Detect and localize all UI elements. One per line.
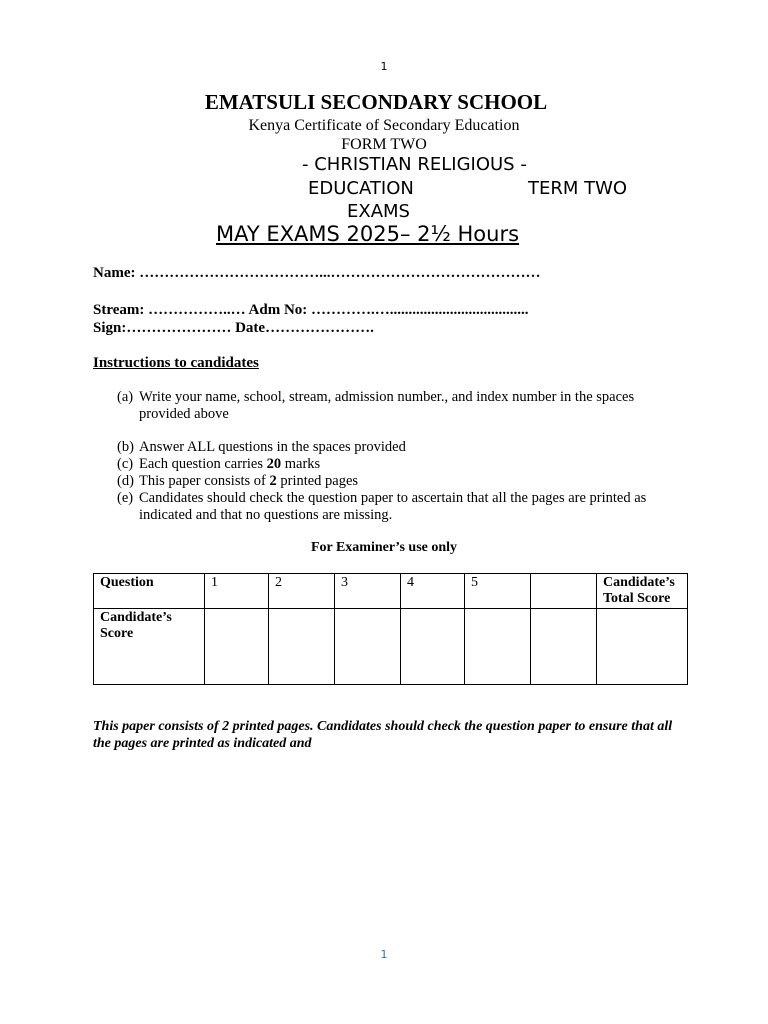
examiner-title: For Examiner’s use only (310, 540, 458, 555)
certificate-title: Kenya Certificate of Secondary Education (248, 117, 520, 134)
question-number-cell: 3 (335, 574, 401, 609)
instruction-text: Write your name, school, stream, admission number., and index number in the spaces provided above (139, 389, 635, 422)
instruction-item (117, 473, 677, 490)
term-label: TERM TWO (528, 178, 628, 199)
table-row (94, 609, 688, 685)
page-number-bottom: 1 (380, 948, 388, 961)
table-row (94, 574, 688, 609)
table-header-cell: Candidate’s Score (94, 609, 205, 685)
instruction-item (117, 456, 677, 473)
score-cell[interactable] (531, 609, 597, 685)
stream-adm-field[interactable]: Stream: ……………..… Adm No: ………….…..................................... (93, 302, 529, 318)
exam-title: MAY EXAMS 2025– 2½ Hours (216, 222, 520, 246)
instruction-text-part: Each question carries (139, 456, 267, 472)
subject-line-1: - CHRISTIAN RELIGIOUS - (302, 154, 527, 175)
page-number-top: 1 (380, 60, 388, 73)
instruction-text: Candidates should check the question paper to ascertain that all the pages are printed as indicated and that no questions are missing. (139, 490, 647, 523)
total-score-header: Candidate’s Total Score (597, 574, 688, 609)
subject-line-2: EDUCATION (308, 178, 414, 199)
question-number-cell: 4 (401, 574, 465, 609)
instruction-item (117, 490, 677, 524)
instruction-text-part: marks (281, 456, 321, 472)
instruction-text-bold: 20 (266, 456, 282, 472)
instruction-label: (e) (117, 490, 134, 506)
instructions-title: Instructions to candidates (93, 355, 259, 371)
question-number-cell: 1 (205, 574, 269, 609)
instruction-label: (a) (117, 389, 134, 405)
table-header-cell: Question (94, 574, 205, 609)
score-cell[interactable] (269, 609, 335, 685)
total-score-cell[interactable] (597, 609, 688, 685)
score-cell[interactable] (465, 609, 531, 685)
instruction-text (139, 473, 677, 490)
instruction-text-bold: 2 (269, 473, 277, 489)
instruction-label: (c) (117, 456, 134, 472)
instruction-label: (d) (117, 473, 134, 489)
sign-date-field[interactable]: Sign:………………… Date…………………. (93, 320, 374, 336)
instruction-text: Answer ALL questions in the spaces provided (139, 439, 406, 455)
instruction-item (117, 389, 677, 423)
name-field[interactable]: Name: ………………………………...…………………………………… (93, 265, 541, 281)
question-number-cell (531, 574, 597, 609)
score-cell[interactable] (335, 609, 401, 685)
subject-line-3: EXAMS (347, 201, 410, 222)
school-name: EMATSULI SECONDARY SCHOOL (204, 90, 548, 114)
instruction-label: (b) (117, 439, 134, 455)
instruction-text (139, 456, 677, 473)
instruction-text-part: This paper consists of (139, 473, 270, 489)
instruction-item (117, 439, 677, 456)
score-cell[interactable] (205, 609, 269, 685)
instruction-text-part: printed pages (276, 473, 359, 489)
score-table (93, 573, 688, 685)
question-number-cell: 5 (465, 574, 531, 609)
score-cell[interactable] (401, 609, 465, 685)
question-number-cell: 2 (269, 574, 335, 609)
form-level: FORM TWO (341, 136, 427, 153)
footer-note: This paper consists of 2 printed pages. Candidates should check the question paper to ensure that all the pages are printed as indicated and (93, 719, 673, 751)
